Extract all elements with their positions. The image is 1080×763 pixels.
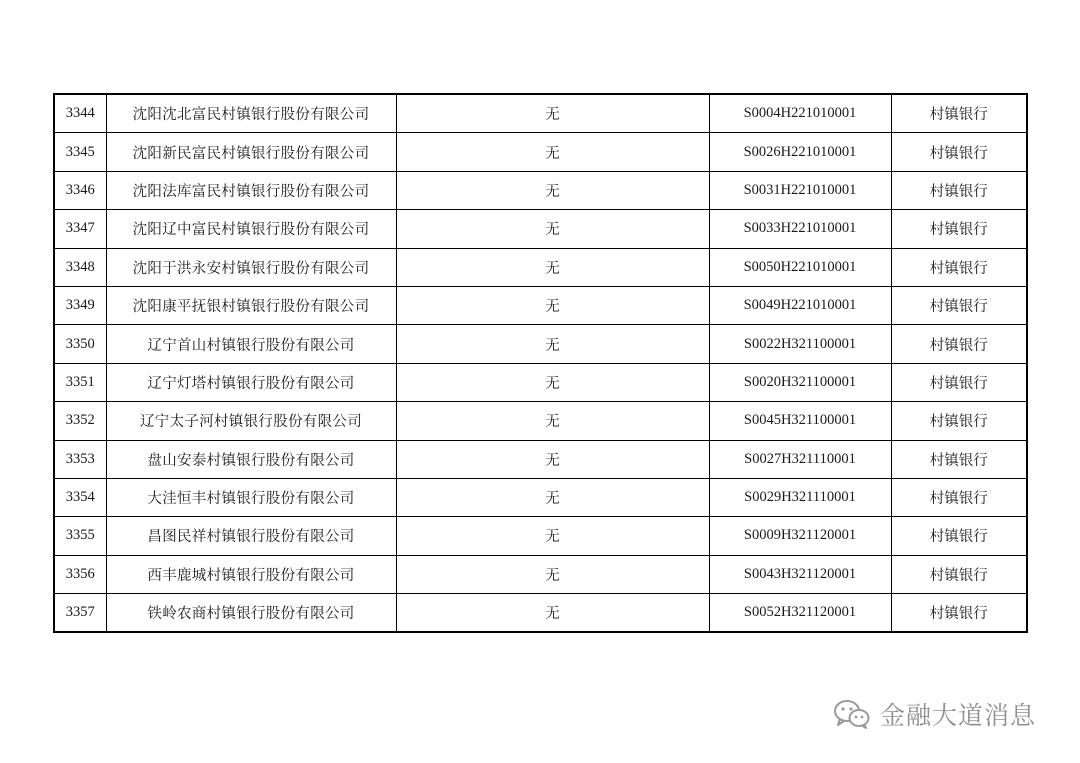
remark-cell: 无	[396, 555, 709, 593]
remark-cell: 无	[396, 210, 709, 248]
institution-type-cell: 村镇银行	[891, 517, 1027, 555]
table-row	[54, 171, 1027, 209]
license-code-cell: S0020H321100001	[709, 363, 891, 401]
bank-list-table	[53, 93, 1028, 633]
institution-name-cell: 昌图民祥村镇银行股份有限公司	[106, 517, 396, 555]
institution-name-cell: 沈阳新民富民村镇银行股份有限公司	[106, 133, 396, 171]
table-row	[54, 94, 1027, 133]
license-code-cell: S0026H221010001	[709, 133, 891, 171]
table-body	[54, 94, 1027, 632]
institution-type-cell: 村镇银行	[891, 325, 1027, 363]
row-index-cell: 3346	[54, 171, 106, 209]
wechat-icon	[832, 698, 872, 730]
table-row	[54, 248, 1027, 286]
license-code-cell: S0004H221010001	[709, 94, 891, 133]
institution-type-cell: 村镇银行	[891, 555, 1027, 593]
institution-name-cell: 沈阳辽中富民村镇银行股份有限公司	[106, 210, 396, 248]
institution-name-cell: 大洼恒丰村镇银行股份有限公司	[106, 478, 396, 516]
remark-cell: 无	[396, 440, 709, 478]
license-code-cell: S0045H321100001	[709, 402, 891, 440]
table-row	[54, 440, 1027, 478]
table-row	[54, 555, 1027, 593]
license-code-cell: S0022H321100001	[709, 325, 891, 363]
remark-cell: 无	[396, 402, 709, 440]
institution-type-cell: 村镇银行	[891, 402, 1027, 440]
row-index-cell: 3354	[54, 478, 106, 516]
table-row	[54, 478, 1027, 516]
remark-cell: 无	[396, 325, 709, 363]
table-row	[54, 286, 1027, 324]
row-index-cell: 3350	[54, 325, 106, 363]
remark-cell: 无	[396, 94, 709, 133]
remark-cell: 无	[396, 286, 709, 324]
license-code-cell: S0050H221010001	[709, 248, 891, 286]
license-code-cell: S0009H321120001	[709, 517, 891, 555]
institution-name-cell: 辽宁太子河村镇银行股份有限公司	[106, 402, 396, 440]
institution-name-cell: 沈阳康平抚银村镇银行股份有限公司	[106, 286, 396, 324]
institution-name-cell: 盘山安泰村镇银行股份有限公司	[106, 440, 396, 478]
row-index-cell: 3345	[54, 133, 106, 171]
institution-type-cell: 村镇银行	[891, 440, 1027, 478]
remark-cell: 无	[396, 517, 709, 555]
institution-name-cell: 铁岭农商村镇银行股份有限公司	[106, 594, 396, 633]
institution-name-cell: 沈阳于洪永安村镇银行股份有限公司	[106, 248, 396, 286]
remark-cell: 无	[396, 171, 709, 209]
institution-type-cell: 村镇银行	[891, 478, 1027, 516]
table-row	[54, 325, 1027, 363]
watermark-text: 金融大道消息	[880, 701, 1037, 730]
row-index-cell: 3344	[54, 94, 106, 133]
remark-cell: 无	[396, 133, 709, 171]
institution-type-cell: 村镇银行	[891, 210, 1027, 248]
license-code-cell: S0043H321120001	[709, 555, 891, 593]
table-row	[54, 210, 1027, 248]
remark-cell: 无	[396, 478, 709, 516]
license-code-cell: S0027H321110001	[709, 440, 891, 478]
row-index-cell: 3353	[54, 440, 106, 478]
row-index-cell: 3355	[54, 517, 106, 555]
table-row	[54, 517, 1027, 555]
institution-name-cell: 西丰鹿城村镇银行股份有限公司	[106, 555, 396, 593]
table-row	[54, 402, 1027, 440]
row-index-cell: 3349	[54, 286, 106, 324]
institution-type-cell: 村镇银行	[891, 171, 1027, 209]
row-index-cell: 3352	[54, 402, 106, 440]
row-index-cell: 3348	[54, 248, 106, 286]
table-row	[54, 594, 1027, 633]
institution-name-cell: 沈阳沈北富民村镇银行股份有限公司	[106, 94, 396, 133]
table-row	[54, 133, 1027, 171]
license-code-cell: S0031H221010001	[709, 171, 891, 209]
remark-cell: 无	[396, 248, 709, 286]
row-index-cell: 3357	[54, 594, 106, 633]
license-code-cell: S0033H221010001	[709, 210, 891, 248]
institution-name-cell: 辽宁灯塔村镇银行股份有限公司	[106, 363, 396, 401]
row-index-cell: 3351	[54, 363, 106, 401]
remark-cell: 无	[396, 363, 709, 401]
table-row	[54, 363, 1027, 401]
source-watermark	[832, 694, 1036, 734]
license-code-cell: S0052H321120001	[709, 594, 891, 633]
institution-type-cell: 村镇银行	[891, 363, 1027, 401]
institution-type-cell: 村镇银行	[891, 594, 1027, 633]
remark-cell: 无	[396, 594, 709, 633]
institution-type-cell: 村镇银行	[891, 94, 1027, 133]
row-index-cell: 3347	[54, 210, 106, 248]
row-index-cell: 3356	[54, 555, 106, 593]
institution-type-cell: 村镇银行	[891, 286, 1027, 324]
license-code-cell: S0049H221010001	[709, 286, 891, 324]
institution-type-cell: 村镇银行	[891, 133, 1027, 171]
institution-name-cell: 辽宁首山村镇银行股份有限公司	[106, 325, 396, 363]
license-code-cell: S0029H321110001	[709, 478, 891, 516]
institution-name-cell: 沈阳法库富民村镇银行股份有限公司	[106, 171, 396, 209]
institution-type-cell: 村镇银行	[891, 248, 1027, 286]
